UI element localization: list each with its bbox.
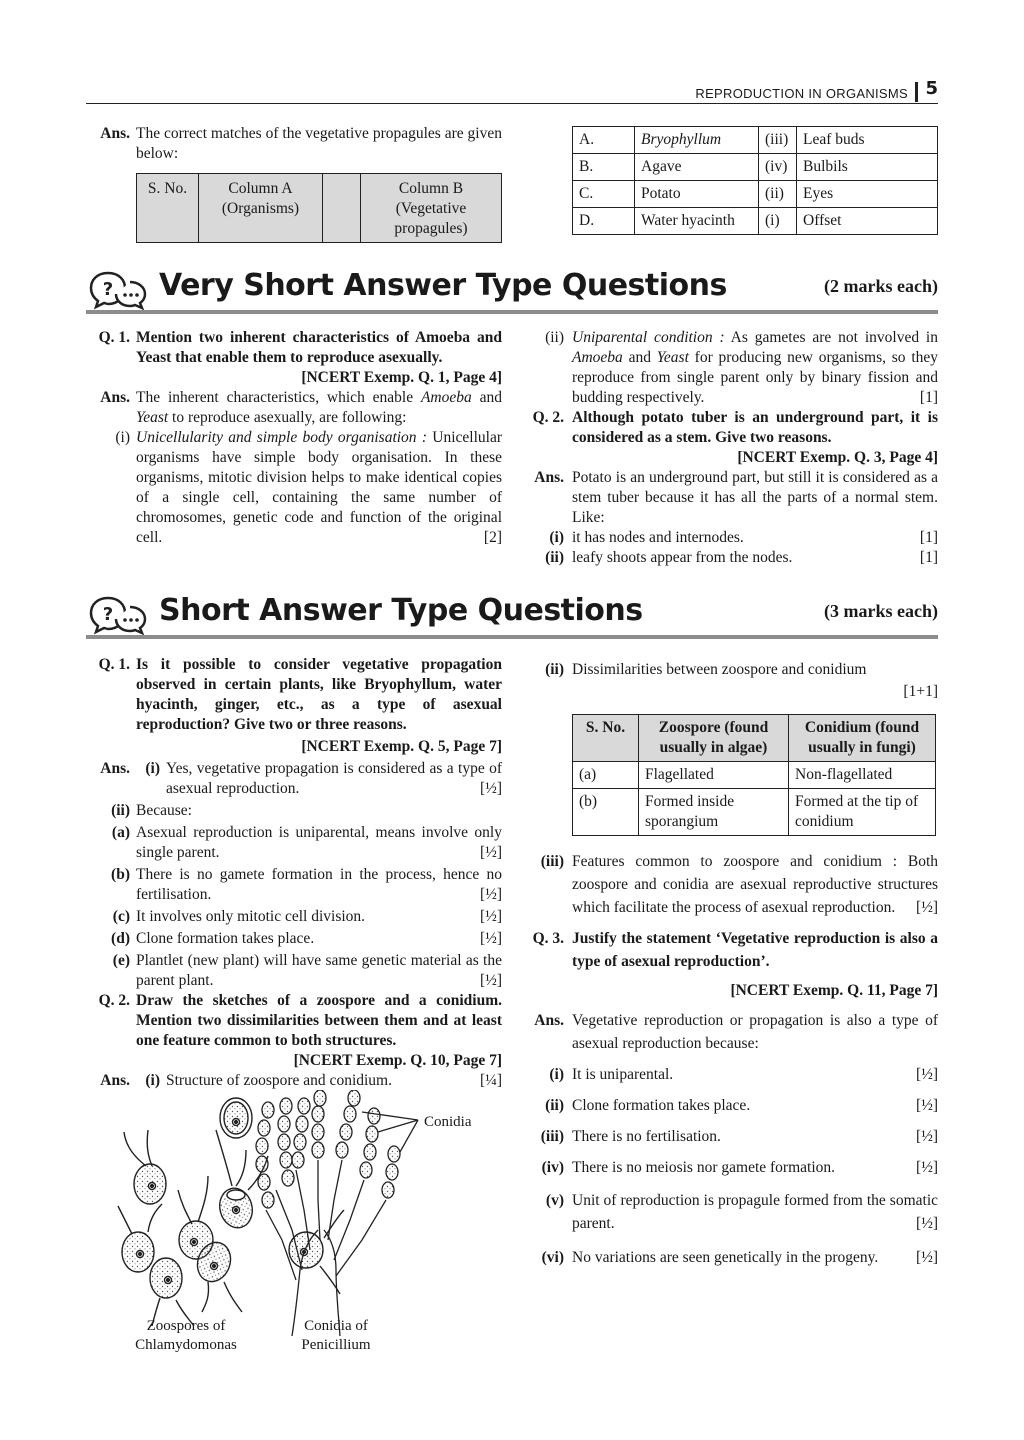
point-label: (e) bbox=[112, 952, 130, 969]
point-label: (d) bbox=[111, 930, 130, 947]
point-text: There is no gamete formation in the process, hence no fertilisation. bbox=[136, 866, 502, 903]
table-header-row bbox=[573, 715, 936, 762]
row-conidium: Formed at the tip of conidium bbox=[789, 789, 936, 836]
answer-point bbox=[86, 428, 502, 548]
question bbox=[528, 408, 938, 448]
answer-point bbox=[528, 1127, 938, 1147]
penicillium-icon bbox=[256, 1090, 418, 1336]
answer-point bbox=[86, 823, 502, 863]
answer-point bbox=[528, 1246, 938, 1269]
point-text: No variations are seen genetically in the progeny. bbox=[572, 1249, 879, 1266]
point-label: (c) bbox=[112, 908, 130, 925]
dissimilarity-table bbox=[572, 714, 936, 836]
row-zoospore: Formed inside sporangium bbox=[639, 789, 789, 836]
question-number: Q. 1. bbox=[98, 656, 130, 673]
answer-point bbox=[528, 1189, 938, 1235]
point-label: (iv) bbox=[541, 1159, 564, 1176]
question-text: Although potato tuber is an underground part, it is considered as a stem. Give two reasons. bbox=[572, 409, 938, 446]
section-marks: (3 marks each) bbox=[824, 601, 938, 621]
point-label: (ii) bbox=[545, 329, 564, 346]
page-number: 5 bbox=[925, 78, 938, 99]
header-blank bbox=[323, 174, 361, 243]
point-label: (ii) bbox=[545, 1097, 564, 1114]
question-chat-icon bbox=[88, 270, 148, 310]
match-table-header bbox=[136, 173, 502, 243]
answer bbox=[528, 468, 938, 528]
row-sno: C. bbox=[573, 181, 635, 208]
question-chat-icon bbox=[88, 595, 148, 635]
row-propagule: Offset bbox=[797, 208, 938, 235]
marks-badge: [½] bbox=[480, 844, 502, 861]
organism-name: Yeast bbox=[656, 349, 689, 366]
header-column-b: Column B (Vegetative propagules) bbox=[361, 174, 502, 243]
point-label: (ii) bbox=[545, 661, 564, 678]
marks-badge: [½] bbox=[916, 899, 938, 916]
point-title: Uniparental condition : bbox=[572, 329, 725, 346]
point-label: (ii) bbox=[111, 802, 130, 819]
row-organism: Agave bbox=[635, 154, 759, 181]
table-row bbox=[573, 181, 938, 208]
row-sno: (b) bbox=[573, 789, 639, 836]
answer-point bbox=[86, 865, 502, 905]
marks-badge: [¼] bbox=[480, 1072, 502, 1089]
marks-badge: [½] bbox=[480, 930, 502, 947]
marks-badge: [½] bbox=[916, 1128, 938, 1145]
point-text: Features common to zoospore and conidium : Both zoospore and conidia are asexual reproductive structures which facilitate the process of asexual reproduction. bbox=[572, 853, 938, 916]
row-propagule: Eyes bbox=[797, 181, 938, 208]
table-row bbox=[573, 154, 938, 181]
row-zoospore: Flagellated bbox=[639, 762, 789, 789]
match-answer bbox=[86, 124, 502, 164]
point-text: It is uniparental. bbox=[572, 1066, 674, 1083]
row-sno: A. bbox=[573, 127, 635, 154]
marks-badge: [2] bbox=[483, 529, 502, 546]
question-reference: [NCERT Exemp. Q. 10, Page 7] bbox=[293, 1052, 502, 1069]
answer-point bbox=[86, 951, 502, 991]
zoospore-conidia-figure bbox=[96, 1090, 506, 1360]
question-text: Is it possible to consider vegetative propagation observed in certain plants, like Bryophyllum, water hyacinth, ginger, etc., as a type of asexual reproduction? Give two or three reasons. bbox=[136, 656, 502, 733]
point-text: Yes, vegetative propagation is considered as a type of asexual reproduction. bbox=[166, 760, 502, 797]
answer-point bbox=[528, 528, 938, 548]
marks-badge: [½] bbox=[480, 886, 502, 903]
row-sno: B. bbox=[573, 154, 635, 181]
row-organism: Bryophyllum bbox=[635, 127, 759, 154]
answer bbox=[528, 1009, 938, 1055]
answer-point bbox=[528, 850, 938, 919]
zoospore-caption-line1: Zoospores of bbox=[146, 1318, 226, 1334]
point-label: (vi) bbox=[541, 1249, 564, 1266]
table-row bbox=[573, 762, 936, 789]
header-sno: S. No. bbox=[137, 174, 199, 243]
point-text: it has nodes and internodes. bbox=[572, 529, 744, 546]
answer-point bbox=[528, 328, 938, 408]
question-number: Q. 3. bbox=[532, 930, 564, 947]
point-text: Unit of reproduction is propagule formed from the somatic parent. bbox=[572, 1192, 938, 1232]
organism-name: Amoeba bbox=[572, 349, 623, 366]
point-label: (i) bbox=[145, 1072, 160, 1089]
answer-point bbox=[528, 548, 938, 568]
question bbox=[86, 655, 502, 735]
zoospores-icon bbox=[118, 1098, 344, 1326]
point-text: Clone formation takes place. bbox=[572, 1097, 751, 1114]
row-conidium: Non-flagellated bbox=[789, 762, 936, 789]
point-label: (iii) bbox=[540, 1128, 564, 1145]
question-reference: [NCERT Exemp. Q. 11, Page 7] bbox=[730, 982, 938, 999]
table-row bbox=[573, 127, 938, 154]
answer-point bbox=[528, 1158, 938, 1178]
sa-left-column bbox=[86, 655, 502, 1091]
marks-badge: [½] bbox=[916, 1215, 938, 1232]
header-divider bbox=[915, 82, 918, 102]
section-title: Very Short Answer Type Questions bbox=[159, 268, 727, 303]
point-label: (iii) bbox=[540, 853, 564, 870]
marks-badge: [1] bbox=[919, 549, 938, 566]
answer-text: Vegetative reproduction or propagation is also a type of asexual reproduction because: bbox=[572, 1012, 938, 1052]
point-text: Because: bbox=[136, 802, 192, 819]
answer-point bbox=[528, 1096, 938, 1116]
answer bbox=[86, 759, 502, 799]
row-roman: (iv) bbox=[759, 154, 797, 181]
sa-right-column bbox=[528, 660, 938, 1269]
conidia-caption-line2: Penicillium bbox=[301, 1337, 371, 1353]
point-text: It involves only mitotic cell division. bbox=[136, 908, 366, 925]
section-marks: (2 marks each) bbox=[824, 276, 938, 296]
question bbox=[86, 328, 502, 368]
marks-badge: [1] bbox=[919, 529, 938, 546]
table-row bbox=[573, 789, 936, 836]
question-reference: [NCERT Exemp. Q. 3, Page 4] bbox=[737, 449, 938, 466]
match-table bbox=[572, 126, 938, 235]
answer bbox=[86, 1071, 502, 1091]
vsa-left-column bbox=[86, 328, 502, 548]
chapter-title: REPRODUCTION IN ORGANISMS bbox=[695, 86, 908, 101]
answer-point bbox=[86, 929, 502, 949]
conidia-caption-line1: Conidia of bbox=[304, 1318, 368, 1334]
point-text: for producing new organisms, so they reproduce from single parent only by binary fission and budding respectively. bbox=[572, 349, 938, 406]
answer-text: The inherent characteristics, which enable bbox=[136, 389, 414, 406]
answer-text: Potato is an underground part, but still it is considered as a stem tuber because it has all the parts of a normal stem. Like: bbox=[572, 469, 938, 526]
point-text: There is no meiosis nor gamete formation. bbox=[572, 1159, 836, 1176]
organism-name: Yeast bbox=[136, 409, 169, 426]
answer-label: Ans. bbox=[100, 1072, 130, 1089]
row-roman: (ii) bbox=[759, 181, 797, 208]
point-text: Dissimilarities between zoospore and conidium bbox=[572, 661, 867, 678]
point-label: (i) bbox=[549, 529, 564, 546]
answer-text: and bbox=[479, 389, 503, 406]
conidia-label: Conidia bbox=[424, 1114, 472, 1130]
answer-point bbox=[528, 660, 938, 680]
svg-text:?: ? bbox=[102, 279, 114, 300]
point-text: Asexual reproduction is uniparental, means involve only single parent. bbox=[136, 824, 502, 861]
marks-badge: [½] bbox=[480, 780, 502, 797]
answer-text: to reproduce asexually, are following: bbox=[172, 409, 407, 426]
point-label: (b) bbox=[111, 866, 130, 883]
answer-label: Ans. bbox=[100, 389, 130, 406]
row-roman: (i) bbox=[759, 208, 797, 235]
answer-label: Ans. bbox=[100, 125, 130, 142]
point-text: Unicellular organisms have simple body organisation. In these organisms, mitotic division helps to make identical copies of a single cell, containing the same number of chromosomes, genetic code and function of the original cell. bbox=[136, 429, 503, 546]
table-row bbox=[573, 208, 938, 235]
point-text: and bbox=[628, 349, 651, 366]
marks-badge: [1] bbox=[919, 389, 938, 406]
vsa-right-column bbox=[528, 328, 938, 568]
question-reference: [NCERT Exemp. Q. 5, Page 7] bbox=[301, 738, 502, 755]
point-text: Structure of zoospore and conidium. bbox=[166, 1072, 392, 1089]
row-propagule: Bulbils bbox=[797, 154, 938, 181]
question-text: Mention two inherent characteristics of Amoeba and Yeast that enable them to reproduce asexually. bbox=[136, 329, 502, 366]
marks-badge: [½] bbox=[480, 972, 502, 989]
marks-badge: [½] bbox=[916, 1159, 938, 1176]
point-text: Clone formation takes place. bbox=[136, 930, 315, 947]
header-sno: S. No. bbox=[573, 715, 639, 762]
row-organism: Potato bbox=[635, 181, 759, 208]
answer-point bbox=[86, 907, 502, 927]
row-organism: Water hyacinth bbox=[635, 208, 759, 235]
section-heading-very-short bbox=[86, 264, 938, 314]
point-label: (i) bbox=[145, 760, 160, 777]
section-heading-short bbox=[86, 589, 938, 639]
answer-text: The correct matches of the vegetative propagules are given below: bbox=[136, 125, 502, 162]
point-label: (i) bbox=[549, 1066, 564, 1083]
point-label: (v) bbox=[545, 1192, 564, 1209]
marks-badge: [½] bbox=[916, 1249, 938, 1266]
header-column-a: Column A (Organisms) bbox=[199, 174, 323, 243]
organism-name: Amoeba bbox=[420, 389, 472, 406]
answer-point bbox=[86, 801, 502, 821]
point-text: leafy shoots appear from the nodes. bbox=[572, 549, 793, 566]
point-text: As gametes are not involved in bbox=[730, 329, 938, 346]
row-propagule: Leaf buds bbox=[797, 127, 938, 154]
marks-badge: [½] bbox=[480, 908, 502, 925]
answer-label: Ans. bbox=[534, 469, 564, 486]
running-header bbox=[86, 80, 938, 104]
question bbox=[86, 991, 502, 1051]
section-title: Short Answer Type Questions bbox=[159, 593, 643, 628]
marks-badge: [½] bbox=[916, 1066, 938, 1083]
row-sno: D. bbox=[573, 208, 635, 235]
question-reference: [NCERT Exemp. Q. 1, Page 4] bbox=[301, 369, 502, 386]
zoospore-caption-line2: Chlamydomonas bbox=[135, 1337, 237, 1353]
point-text: Plantlet (new plant) will have same genetic material as the parent plant. bbox=[136, 952, 502, 989]
answer bbox=[86, 388, 502, 428]
question-number: Q. 2. bbox=[98, 992, 130, 1009]
point-text: There is no fertilisation. bbox=[572, 1128, 721, 1145]
point-label: (i) bbox=[115, 429, 130, 446]
answer-point bbox=[528, 1065, 938, 1085]
row-sno: (a) bbox=[573, 762, 639, 789]
row-roman: (iii) bbox=[759, 127, 797, 154]
marks-badge: [½] bbox=[916, 1097, 938, 1114]
question-text: Draw the sketches of a zoospore and a conidium. Mention two dissimilarities between them and at least one feature common to both structures. bbox=[136, 992, 502, 1049]
question-number: Q. 1. bbox=[98, 329, 130, 346]
marks-badge: [1+1] bbox=[903, 683, 938, 700]
question-number: Q. 2. bbox=[532, 409, 564, 426]
question bbox=[528, 927, 938, 973]
header-conidium: Conidium (found usually in fungi) bbox=[789, 715, 936, 762]
answer-label: Ans. bbox=[100, 760, 130, 777]
point-title: Unicellularity and simple body organisation : bbox=[136, 429, 427, 446]
answer-label: Ans. bbox=[534, 1012, 564, 1029]
question-text: Justify the statement ‘Vegetative reproduction is also a type of asexual reproduction’. bbox=[572, 930, 938, 970]
point-label: (ii) bbox=[545, 549, 564, 566]
point-label: (a) bbox=[111, 824, 130, 841]
svg-text:?: ? bbox=[102, 604, 114, 625]
header-zoospore: Zoospore (found usually in algae) bbox=[639, 715, 789, 762]
